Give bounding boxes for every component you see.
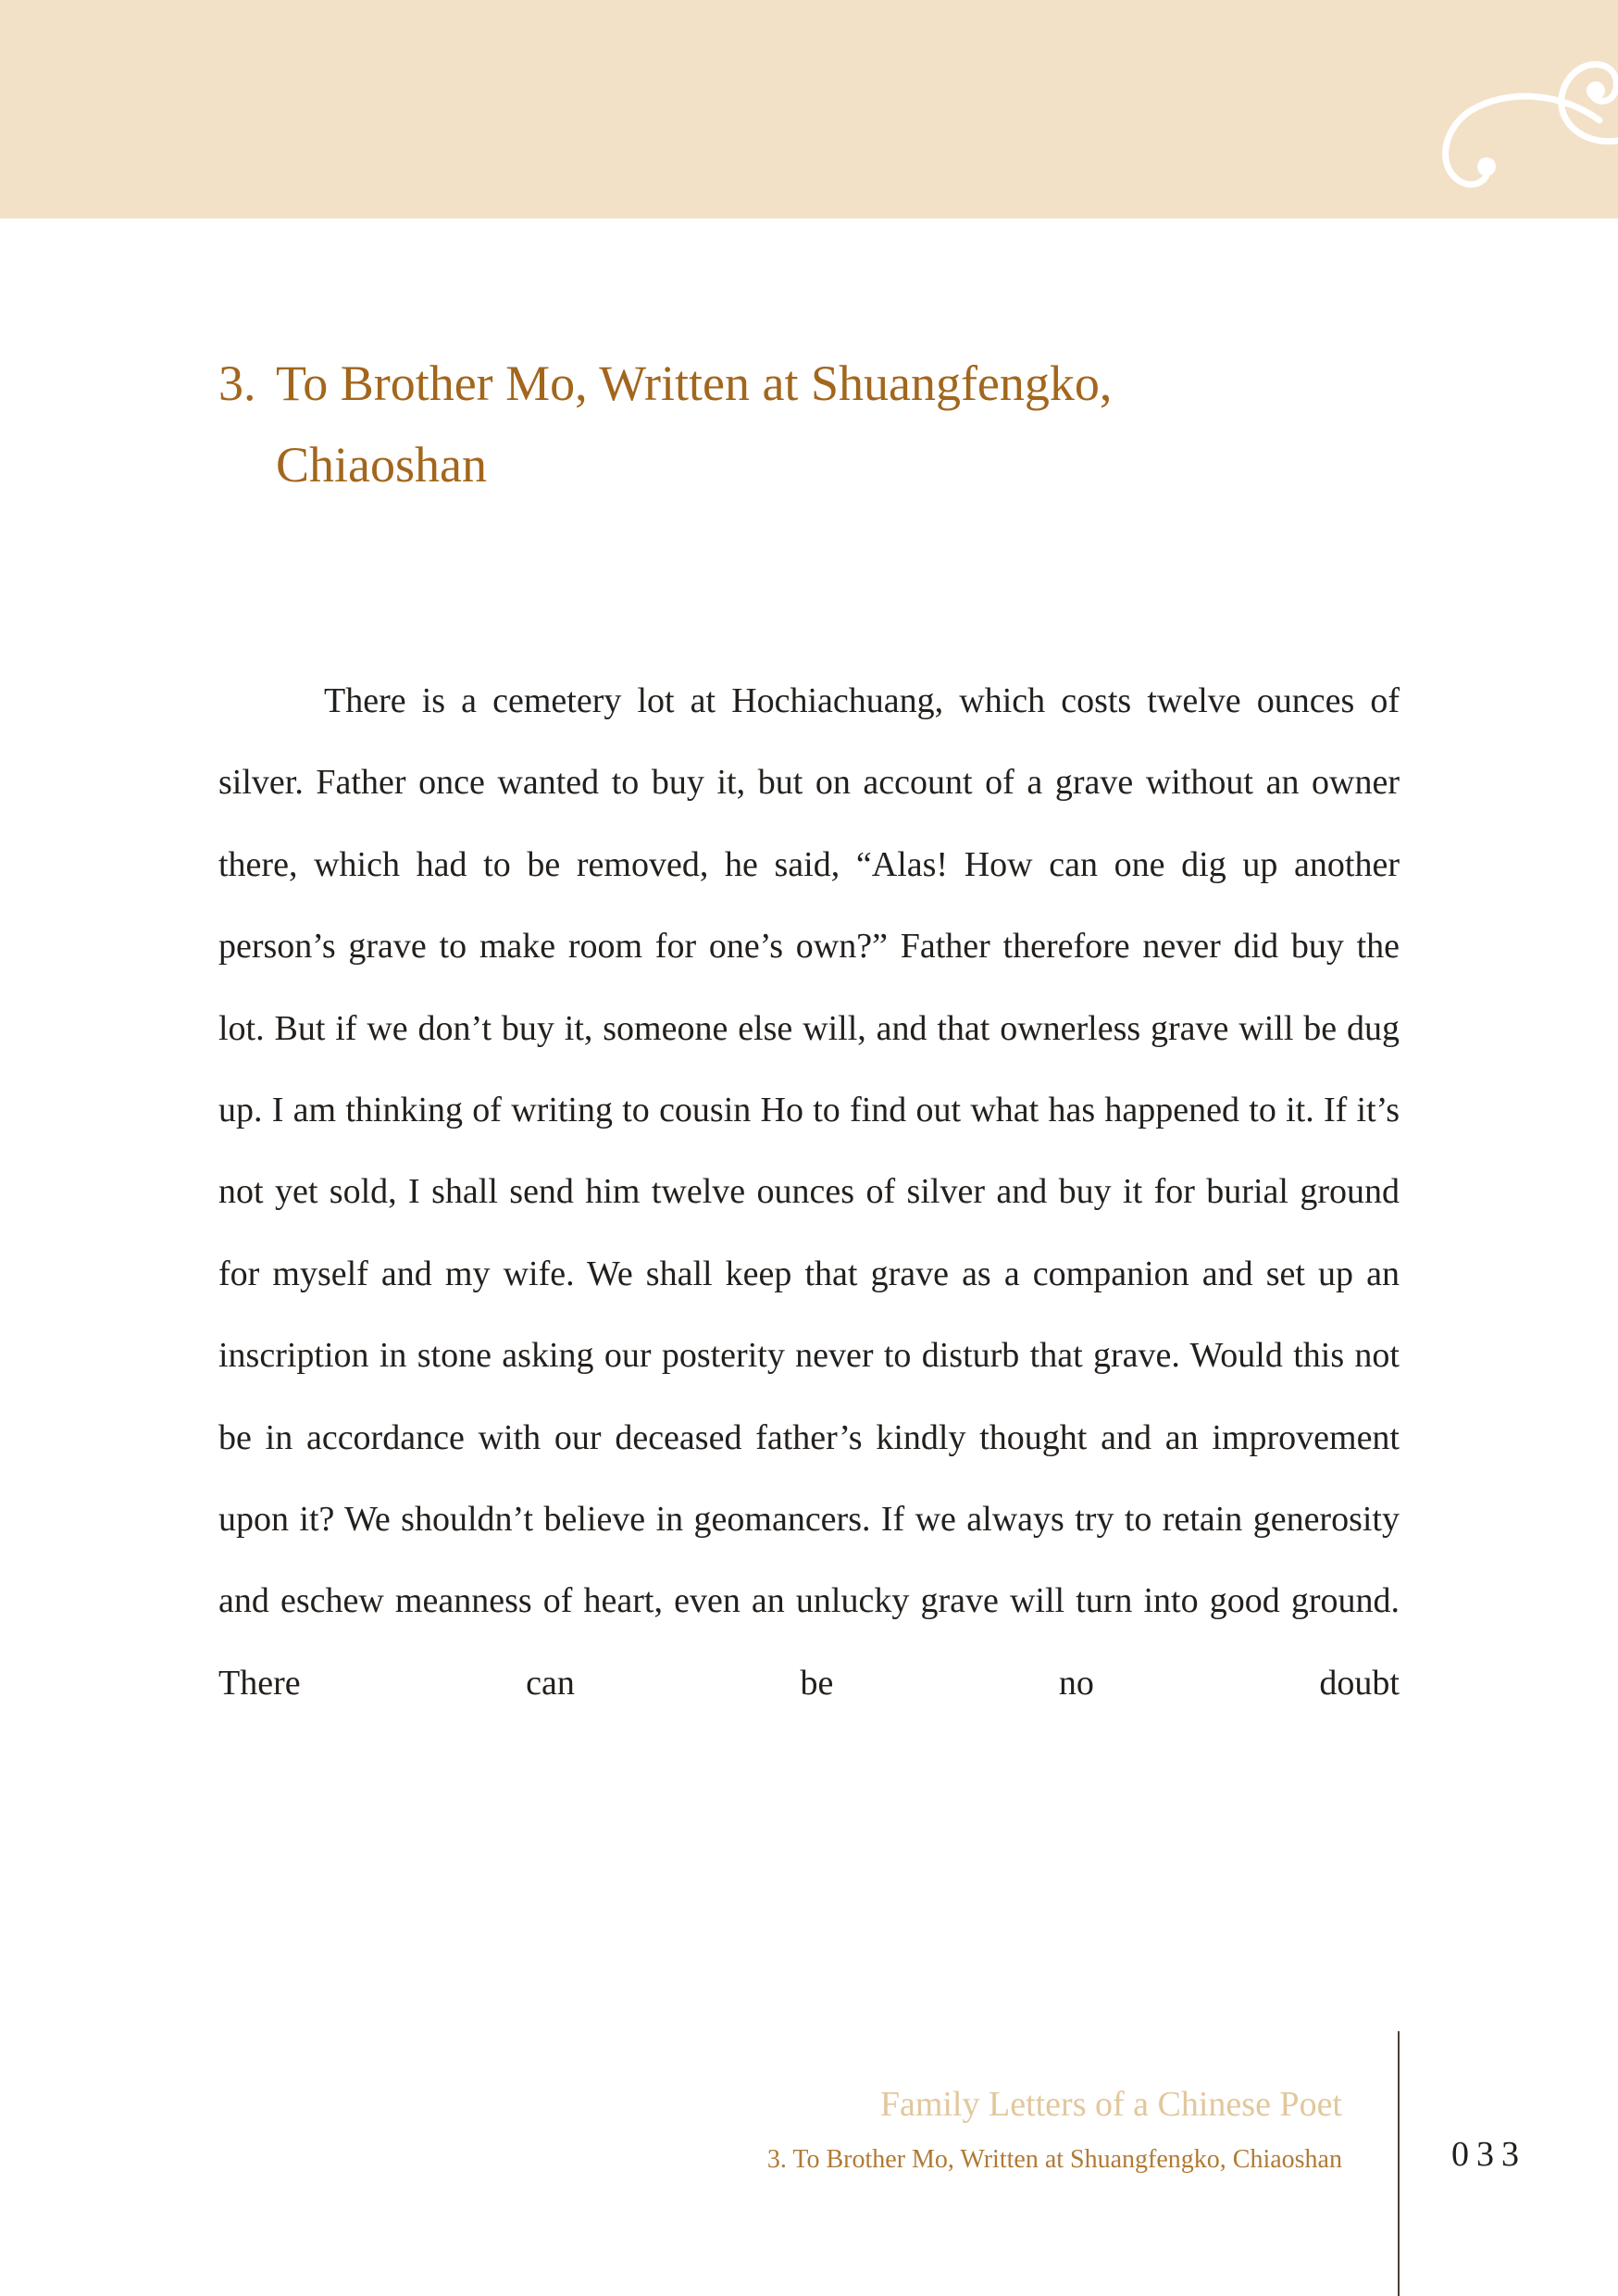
chapter-number: 3. bbox=[218, 356, 256, 411]
chapter-title bbox=[218, 343, 1403, 505]
swirl-flourish-icon bbox=[1377, 37, 1618, 213]
body-paragraph: There is a cemetery lot at Hochiachuang, which costs twelve ounces of silver. Father once wanted to buy it, but on account of a grave without an owner there, which had to be removed, he said, “Alas! How can one dig up another person’s grave to make room for one’s own?” Father therefore never did buy the lot. But if we don’t buy it, someone else will, and that ownerless grave will be dug up. I am thinking of writing to cousin Ho to find out what has happened to it. If it’s not yet sold, I shall send him twelve ounces of silver and buy it for burial ground for myself and my wife. We shall keep that grave as a companion and set up an inscription in stone asking our posterity never to disturb that grave. Would this not be in accordance with our deceased father’s kindly thought and an improvement upon it? We shouldn’t believe in geomancers. If we always try to retain generosity and eschew meanness of heart, even an unlucky grave will turn into good ground. There can be no doubt bbox=[218, 681, 1400, 1703]
header-band bbox=[0, 0, 1618, 218]
chapter-title-line-2: Chiaoshan bbox=[276, 437, 487, 493]
page-number: 033 bbox=[1451, 2135, 1526, 2174]
chapter-title-text-1: To Brother Mo, Written at Shuangfengko, bbox=[276, 356, 1113, 411]
chapter-title-line-1 bbox=[218, 343, 1403, 424]
footer-divider bbox=[1398, 2031, 1400, 2296]
running-footer-book-title: Family Letters of a Chinese Poet bbox=[879, 2085, 1342, 2124]
running-footer-chapter-title: 3. To Brother Mo, Written at Shuangfengko, Chiaoshan bbox=[766, 2145, 1342, 2174]
